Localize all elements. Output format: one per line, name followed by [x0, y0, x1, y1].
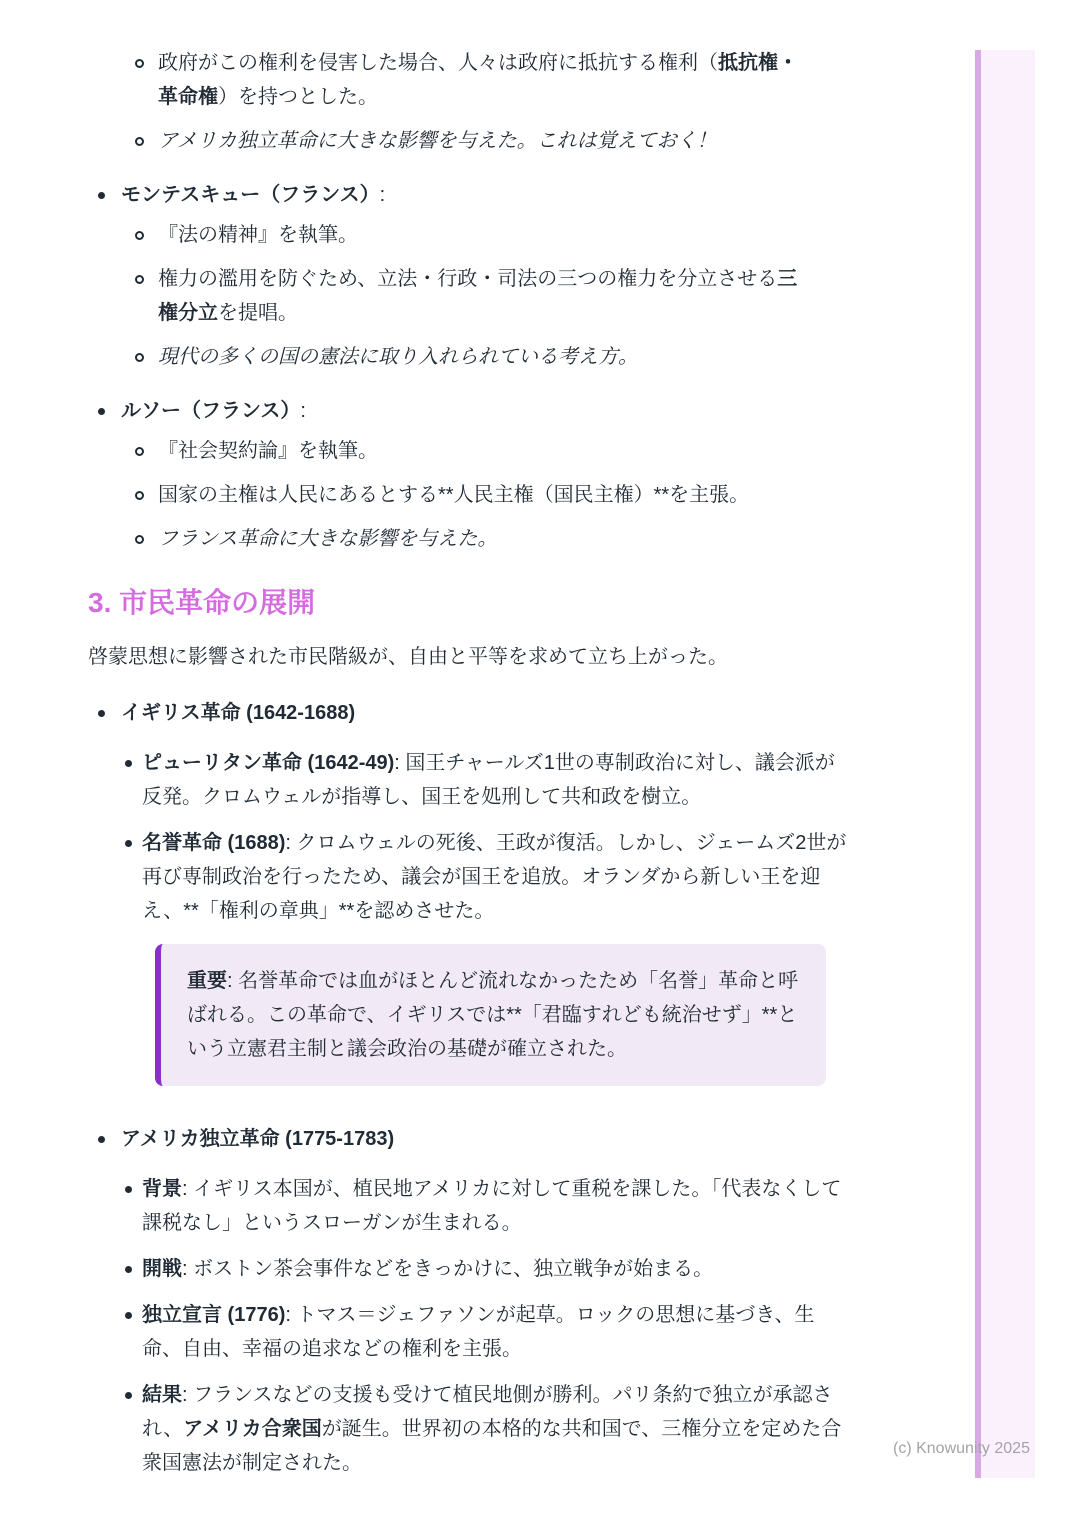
list-item [88, 478, 860, 512]
text-run: : 名誉革命では血がほとんど流れなかったため「名誉」革命と呼ばれる。この革命で、イギリスでは**「君臨すれども統治せず」**という立憲君主制と議会政治の基礎が確立された。 [187, 970, 799, 1060]
list-item-text [158, 218, 358, 252]
text-run: が誕生。世界初の本格的な共和国で、三権分立を定めた合衆国憲法が制定された。 [142, 1418, 842, 1474]
list-item-text [158, 262, 813, 330]
italic-text: アメリカ独立革命に大きな影響を与えた。これは覚えておく！ [158, 130, 717, 152]
revolution-title [121, 1122, 394, 1156]
american-revolution-sub-list [88, 1172, 860, 1480]
disc-bullet-icon [125, 840, 132, 847]
callout-text [187, 964, 804, 1066]
list-item-text [158, 124, 717, 158]
locke-sub-list [88, 46, 860, 158]
content-area [88, 46, 860, 1480]
list-item-text [158, 46, 813, 114]
circle-bullet-icon [135, 353, 144, 362]
list-item-text [142, 1172, 854, 1240]
list-item-text [142, 746, 854, 814]
disc-bullet-icon [98, 192, 105, 199]
disc-bullet-icon [98, 408, 105, 415]
text-run: : イギリス本国が、植民地アメリカに対して重税を課した。「代表なくして課税なし」というスローガンが生まれる。 [142, 1178, 842, 1234]
text-run: : クロムウェルの死後、王政が復活。しかし、ジェームズ2世が再び専制政治を行ったため、議会が国王を追放。オランダから新しい王を迎え、**「権利の章典」**を認めさせた。 [142, 832, 847, 922]
list-item [88, 46, 860, 114]
disc-bullet-icon [125, 1392, 132, 1399]
montesquieu-item [88, 178, 860, 374]
english-revolution-sub-list [88, 746, 860, 928]
list-item [88, 218, 860, 252]
list-item-text [142, 1298, 854, 1366]
list-item [88, 340, 860, 374]
bold-text: 結果 [142, 1384, 182, 1406]
disc-bullet-icon [125, 1312, 132, 1319]
italic-text: フランス革命に大きな影響を与えた。 [158, 528, 498, 550]
text-run: : [379, 184, 386, 206]
rousseau-sub-list [88, 434, 860, 556]
side-strip-decoration [975, 50, 1035, 1478]
rousseau-item [88, 394, 860, 556]
list-item [88, 178, 860, 212]
circle-bullet-icon [135, 535, 144, 544]
bold-text: 三権分立 [158, 268, 798, 324]
list-item [88, 262, 860, 330]
list-item [88, 434, 860, 468]
list-item-text [142, 826, 854, 928]
disc-bullet-icon [125, 1266, 132, 1273]
text-run: : トマス＝ジェファソンが起草。ロックの思想に基づき、生命、自由、幸福の追求などの権利を主張。 [142, 1304, 815, 1360]
text-run: : ボストン茶会事件などをきっかけに、独立戦争が始まる。 [182, 1258, 714, 1280]
watermark: (c) Knowunity 2025 [893, 1440, 1030, 1457]
list-item-text [158, 522, 497, 556]
circle-bullet-icon [135, 491, 144, 500]
american-revolution-item [88, 1122, 860, 1480]
bold-text: 独立宣言 (1776) [142, 1304, 286, 1326]
disc-bullet-icon [98, 1136, 105, 1143]
bold-text: 開戦 [142, 1258, 182, 1280]
circle-bullet-icon [135, 447, 144, 456]
circle-bullet-icon [135, 59, 144, 68]
text-run: 『社会契約論』を執筆。 [158, 440, 378, 462]
bold-text: 重要 [187, 970, 227, 992]
list-item [88, 522, 860, 556]
circle-bullet-icon [135, 275, 144, 284]
text-run: : 国王チャールズ1世の専制政治に対し、議会派が反発。クロムウェルが指導し、国王を処刑して共和政を樹立。 [142, 752, 835, 808]
text-run: : [300, 400, 306, 422]
bold-text: 抵抗権・革命権 [158, 52, 798, 108]
text-run: 国家の主権は人民にあるとする**人民主権（国民主権）**を主張。 [158, 484, 750, 506]
text-run: を提唱。 [218, 302, 298, 324]
bold-text: モンテスキュー（フランス） [121, 184, 380, 206]
intro-paragraph: 啓蒙思想に影響された市民階級が、自由と平等を求めて立ち上がった。 [88, 646, 728, 668]
bold-text: ピューリタン革命 (1642-49) [142, 752, 395, 774]
text-run: 『法の精神』を執筆。 [158, 224, 358, 246]
disc-bullet-icon [125, 760, 132, 767]
circle-bullet-icon [135, 231, 144, 240]
list-item [88, 696, 860, 730]
text-run: 政府がこの権利を侵害した場合、人々は政府に抵抗する権利（ [158, 52, 718, 74]
important-callout [155, 944, 826, 1086]
list-item [88, 124, 860, 158]
list-item-text [142, 1378, 854, 1480]
bold-text: 名誉革命 (1688) [142, 832, 286, 854]
list-item-text [158, 434, 378, 468]
list-item [88, 1252, 860, 1286]
list-item [88, 1122, 860, 1156]
bold-text: 背景 [142, 1178, 182, 1200]
list-item [88, 1378, 860, 1480]
section-heading: 3. 市民革命の展開 [88, 587, 316, 618]
disc-bullet-icon [98, 710, 105, 717]
list-item [88, 826, 860, 928]
list-item-text [158, 478, 749, 512]
list-item [88, 1298, 860, 1366]
list-item [88, 1172, 860, 1240]
montesquieu-sub-list [88, 218, 860, 374]
list-item-text [142, 1252, 713, 1286]
text-run: : フランスなどの支援も受けて植民地側が勝利。パリ条約で独立が承認され、 [142, 1384, 833, 1440]
bold-text: ルソー（フランス） [121, 400, 301, 422]
list-item [88, 394, 860, 428]
circle-bullet-icon [135, 137, 144, 146]
thinker-title [121, 394, 306, 428]
text-run: 権力の濫用を防ぐため、立法・行政・司法の三つの権力を分立させる [158, 268, 778, 290]
list-item-text [158, 340, 638, 374]
thinker-title [121, 178, 385, 212]
revolution-title [121, 696, 355, 730]
bold-text: アメリカ合衆国 [183, 1418, 322, 1440]
bold-text: アメリカ独立革命 (1775-1783) [121, 1128, 395, 1150]
text-run: ）を持つとした。 [218, 86, 378, 108]
italic-text: 現代の多くの国の憲法に取り入れられている考え方。 [158, 346, 638, 368]
list-item [88, 746, 860, 814]
bold-text: イギリス革命 (1642-1688) [121, 702, 356, 724]
disc-bullet-icon [125, 1186, 132, 1193]
english-revolution-item [88, 696, 860, 928]
